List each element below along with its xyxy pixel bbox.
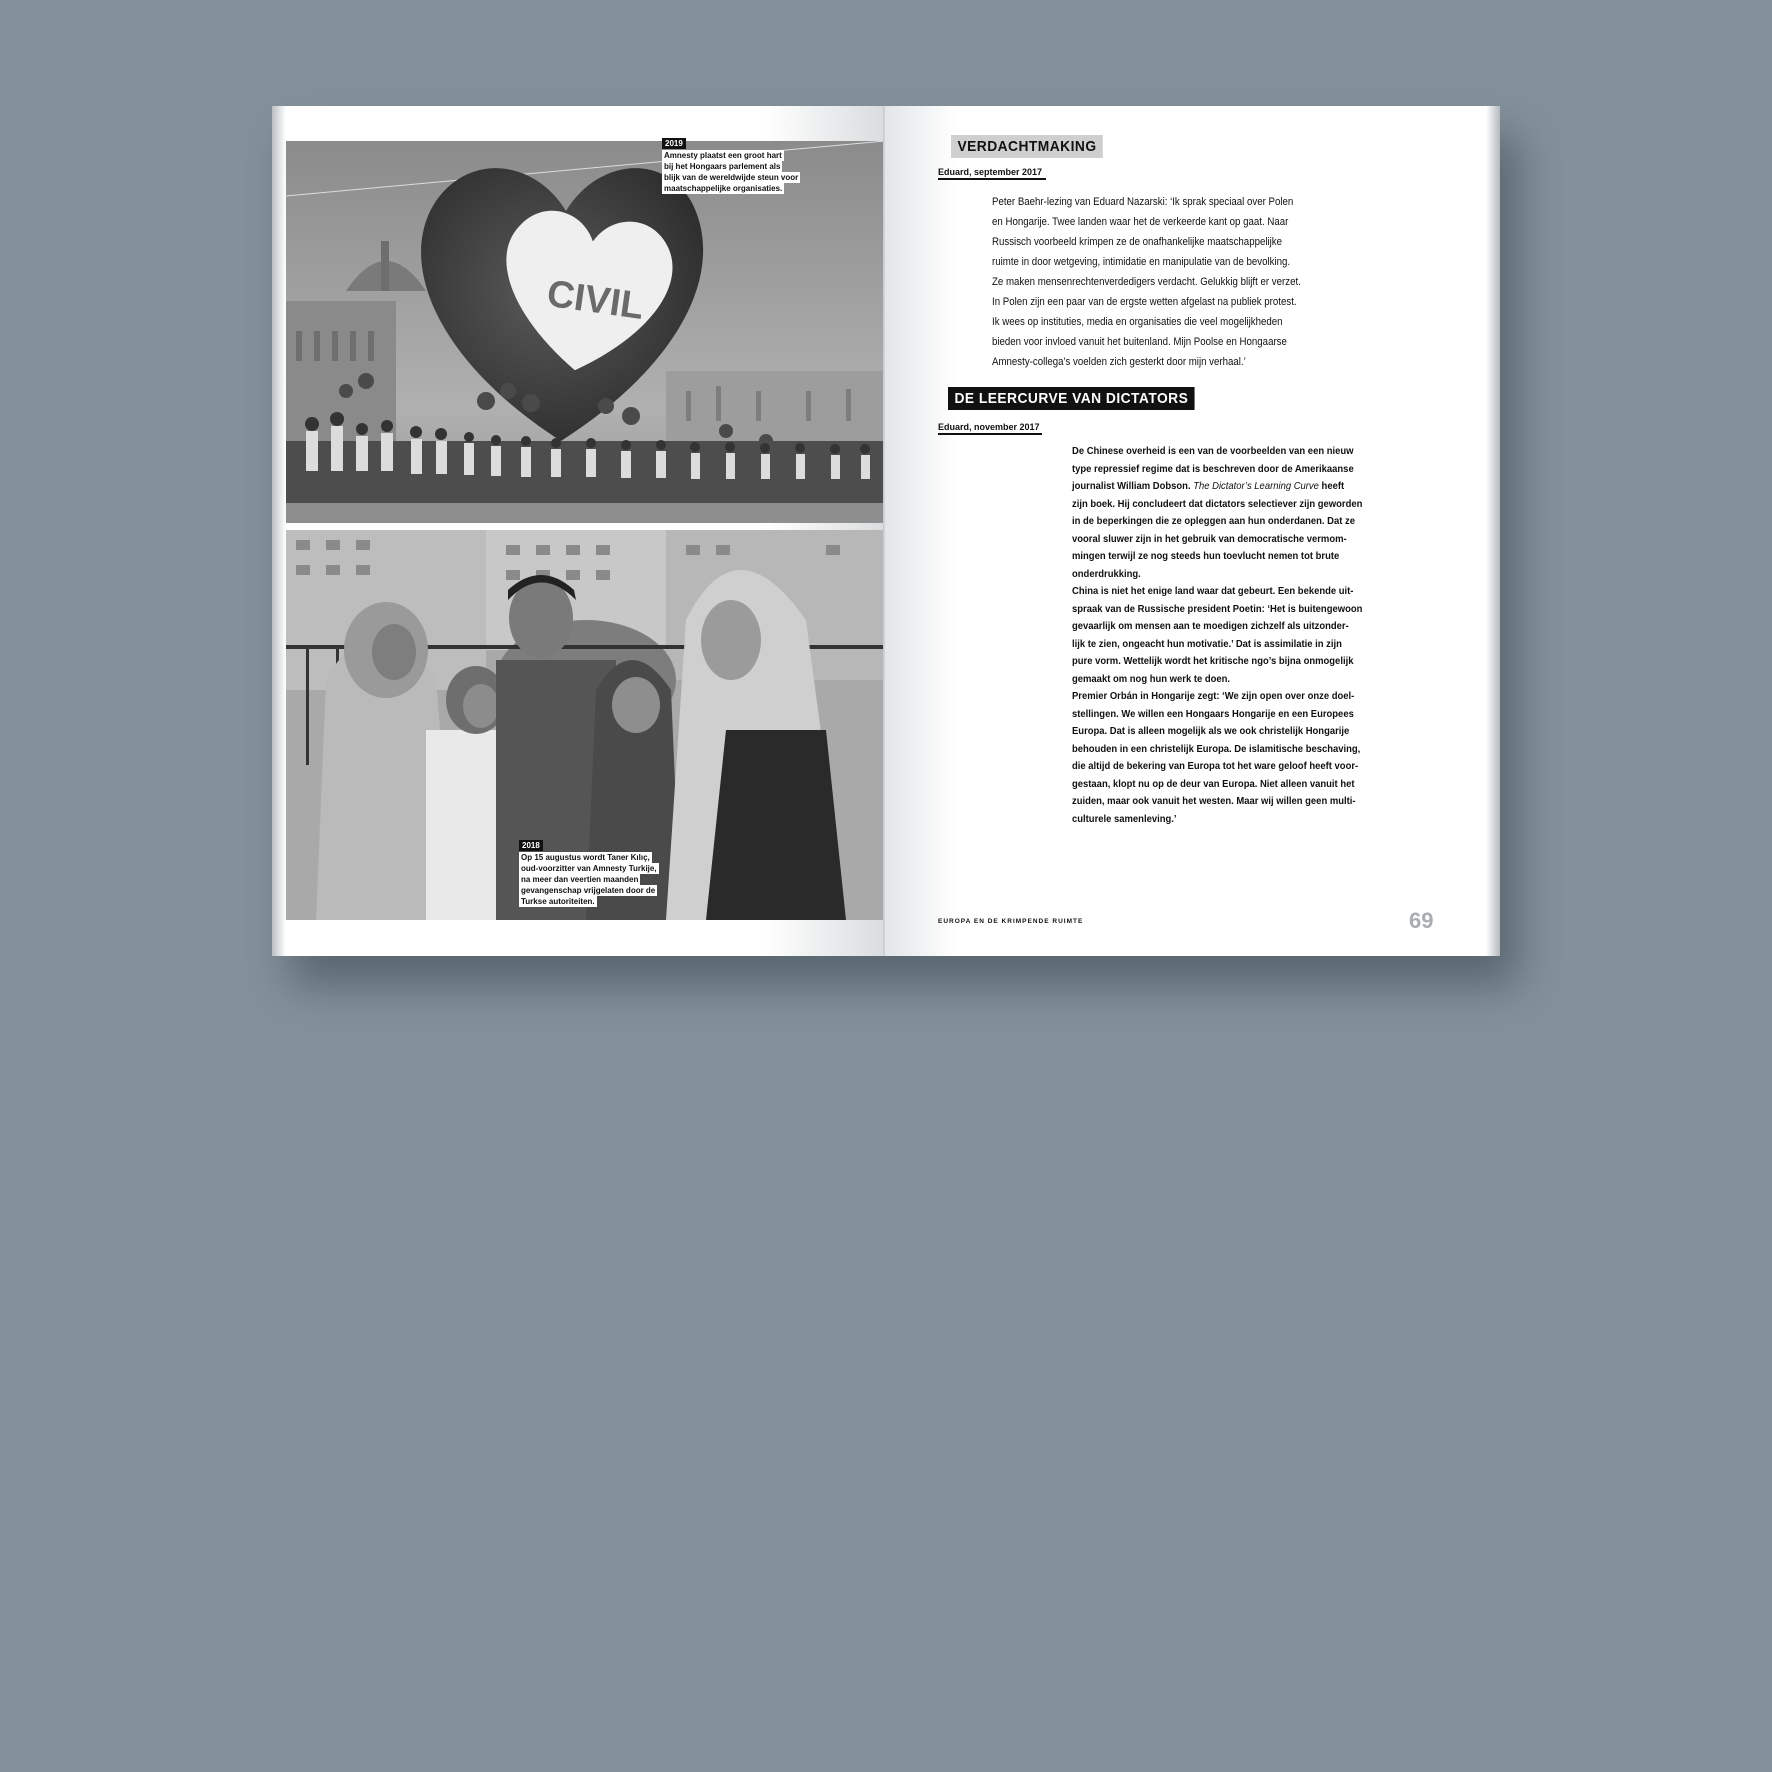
section1-body xyxy=(992,192,1372,372)
body-line: en Hongarije. Twee landen waar het de verkeerde kant op gaat. Naar xyxy=(992,216,1289,228)
body-line: pure vorm. Wettelijk wordt het kritische ngo’s bijna onmogelijk xyxy=(1072,655,1354,667)
body-line: mingen terwijl ze nog steeds hun toevlucht nemen tot brute xyxy=(1072,550,1340,562)
body-line-with-title xyxy=(1072,478,1414,496)
civil-balloon-image xyxy=(286,141,885,523)
caption-top-line: bij het Hongaars parlement als xyxy=(664,162,781,171)
left-page xyxy=(286,106,885,956)
body-line: De Chinese overheid is een van de voorbeelden van een nieuw xyxy=(1072,445,1354,457)
caption-bottom-year: 2018 xyxy=(519,840,543,851)
page-edge-right xyxy=(1486,106,1500,956)
body-line: Ze maken mensenrechtenverdedigers verdacht. Gelukkig blijft er verzet. xyxy=(992,276,1301,288)
body-line: Europa. Dat is alleen mogelijk als we ook christelijk Hongarije xyxy=(1072,725,1350,737)
page-edge-left xyxy=(272,106,286,956)
caption-bottom-line: oud-voorzitter van Amnesty Turkije, xyxy=(521,864,657,873)
body-line: Premier Orbán in Hongarije zegt: ‘We zijn open over onze doel- xyxy=(1072,690,1355,702)
caption-top xyxy=(662,138,800,194)
body-text: journalist William Dobson. xyxy=(1072,480,1194,492)
body-line: stellingen. We willen een Hongaars Hongarije en een Europees xyxy=(1072,707,1354,720)
book-spread xyxy=(272,106,1500,956)
caption-top-line: maatschappelijke organisaties. xyxy=(664,184,783,193)
caption-bottom xyxy=(519,840,659,907)
section-heading-leercurve: DE LEERCURVE VAN DICTATORS xyxy=(948,387,1195,410)
body-line: Russisch voorbeeld krimpen ze de onafhankelijke maatschappelijke xyxy=(992,236,1283,248)
body-line: vooral sluwer zijn in het gebruik van democratische vermom- xyxy=(1072,532,1347,545)
body-line: onderdrukking. xyxy=(1072,567,1141,580)
body-line: die altijd de bekering van Europa tot het ware geloof heeft voor- xyxy=(1072,760,1359,772)
caption-top-line: Amnesty plaatst een groot hart xyxy=(664,151,782,160)
running-footer: EUROPA EN DE KRIMPENDE RUIMTE xyxy=(938,918,1084,925)
body-line: ruimte in door wetgeving, intimidatie en manipulatie van de bevolking. xyxy=(992,256,1291,268)
body-line: China is niet het enige land waar dat gebeurt. Een bekende uit- xyxy=(1072,585,1354,597)
section-heading-verdachtmaking: VERDACHTMAKING xyxy=(951,135,1103,158)
body-line: gemaakt om nog hun werk te doen. xyxy=(1072,672,1231,685)
body-line: Peter Baehr-lezing van Eduard Nazarski: ‘Ik sprak speciaal over Polen xyxy=(992,196,1294,208)
body-line: type repressief regime dat is beschreven door de Amerikaanse xyxy=(1072,462,1354,475)
body-line: Amnesty-collega’s voelden zich gesterkt door mijn verhaal.’ xyxy=(992,356,1246,368)
body-line: spraak van de Russische president Poetin: ‘Het is buitengewoon xyxy=(1072,602,1363,615)
section2-body xyxy=(1072,443,1452,828)
section-byline: Eduard, september 2017 xyxy=(938,167,1046,180)
body-line: in de beperkingen die ze opleggen aan hun onderdanen. Dat ze xyxy=(1072,515,1356,527)
photo-civil-balloon xyxy=(286,141,885,523)
book-title: The Dictator’s Learning Curve xyxy=(1193,480,1319,492)
caption-bottom-line: na meer dan veertien maanden xyxy=(521,875,639,884)
body-line: gestaan, klopt nu op de deur van Europa. Niet alleen vanuit het xyxy=(1072,777,1355,790)
body-line: Ik wees op instituties, media en organisaties die veel mogelijkheden xyxy=(992,316,1283,328)
page-number: 69 xyxy=(1409,908,1434,933)
caption-bottom-line: gevangenschap vrijgelaten door de xyxy=(521,886,656,895)
body-line: In Polen zijn een paar van de ergste wetten afgelast na publiek protest. xyxy=(992,296,1297,308)
body-text: heeft xyxy=(1318,480,1345,492)
body-line: zijn boek. Hij concludeert dat dictators selectiever zijn geworden xyxy=(1072,497,1363,510)
body-line: lijk te zien, ongeacht hun motivatie.’ Dat is assimilatie in zijn xyxy=(1072,637,1342,650)
section-byline: Eduard, november 2017 xyxy=(938,422,1042,435)
balloon-text: CIVIL xyxy=(544,272,647,328)
caption-bottom-line: Turkse autoriteiten. xyxy=(521,897,595,906)
body-line: gevaarlijk om mensen aan te moedigen zichzelf als uitzonder- xyxy=(1072,620,1349,632)
caption-bottom-line: Op 15 augustus wordt Taner Kılıç, xyxy=(521,853,650,862)
body-line: bieden voor invloed vanuit het buitenland. Mijn Poolse en Hongaarse xyxy=(992,336,1287,348)
body-line: culturele samenleving.’ xyxy=(1072,812,1177,825)
body-line: zuiden, maar ook vanuit het westen. Maar wij willen geen multi- xyxy=(1072,795,1356,807)
body-line: behouden in een christelijk Europa. De islamitische beschaving, xyxy=(1072,742,1361,755)
caption-top-year: 2019 xyxy=(662,138,686,149)
caption-top-line: blijk van de wereldwijde steun voor xyxy=(664,173,799,182)
